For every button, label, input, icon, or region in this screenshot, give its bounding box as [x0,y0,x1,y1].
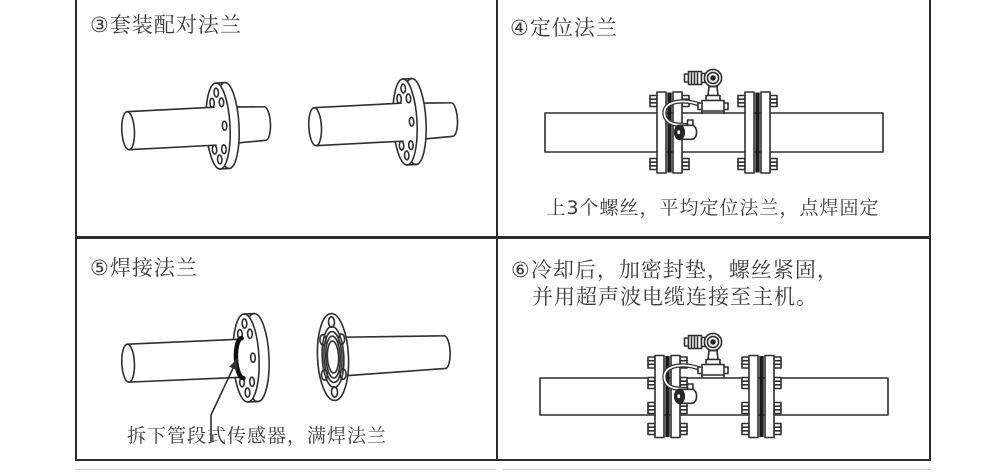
grid-line-bottom [75,459,931,461]
faint-rule-left [75,469,496,470]
step5-caption: 拆下管段式传感器，满焊法兰 [127,425,388,447]
step5-title: ⑤焊接法兰 [90,256,198,280]
panel-step4 [498,0,929,236]
grid-line-right [929,0,931,461]
step3-title: ③套装配对法兰 [90,13,242,37]
grid-line-row-divider [75,236,931,239]
panel-step5 [77,237,496,460]
faint-rule-right [503,469,931,470]
step6-title-line1: ⑥冷却后，加密封垫，螺丝紧固， [511,258,839,282]
step4-title: ④定位法兰 [510,16,618,40]
grid-line-left [75,0,77,461]
panel-step6 [498,237,929,460]
step4-caption: 上3个螺丝，平均定位法兰，点焊固定 [546,197,880,219]
panel-step3 [77,0,496,236]
grid-line-middle [496,0,498,461]
step6-title [511,257,839,311]
step6-title-line2: 并用超声波电缆连接至主机。 [532,285,818,309]
